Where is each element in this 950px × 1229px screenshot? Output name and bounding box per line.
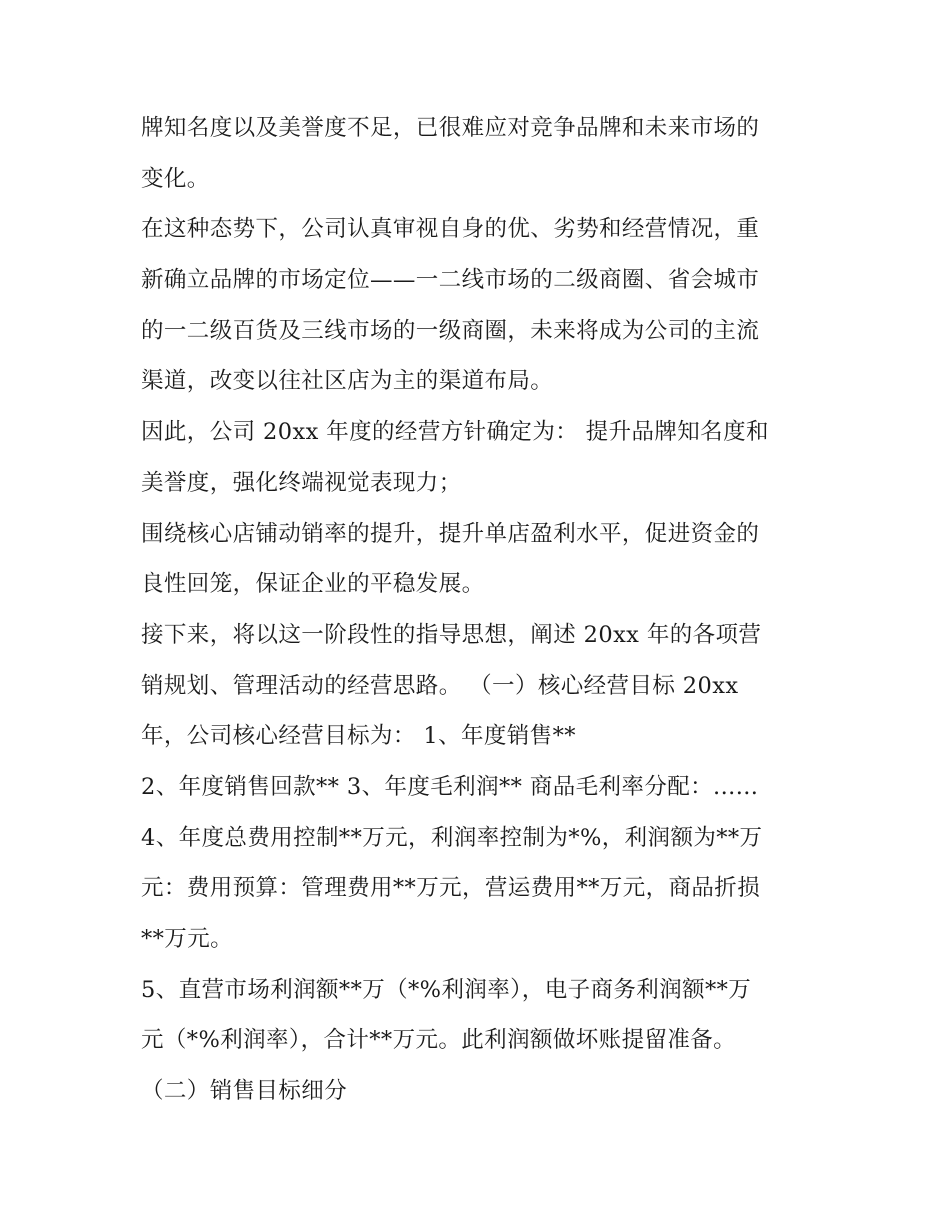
- text-line: 年，公司核心经营目标为： 1、年度销售**: [141, 723, 576, 750]
- text-line: 良性回笼，保证企业的平稳发展。: [141, 571, 485, 598]
- text-line: 元（*%利润率），合计**万元。此利润额做坏账提留准备。: [141, 1027, 737, 1054]
- text-line: 在这种态势下，公司认真审视自身的优、劣势和经营情况，重: [141, 216, 760, 243]
- text-line: 接下来，将以这一阶段性的指导思想，阐述 20xx 年的各项营: [141, 621, 762, 648]
- text-line: 因此，公司 20xx 年度的经营方针确定为： 提升品牌知名度和: [141, 419, 769, 446]
- text-line: 变化。: [141, 165, 210, 192]
- document-body: [141, 103, 831, 1117]
- text-line: 5、直营市场利润额**万（*%利润率），电子商务利润额**万: [141, 976, 752, 1003]
- text-line: 围绕核心店铺动销率的提升，提升单店盈利水平，促进资金的: [141, 520, 760, 547]
- text-line: 的一二级百货及三线市场的一级商圈，未来将成为公司的主流: [141, 317, 760, 344]
- text-line: 元：费用预算：管理费用**万元，营运费用**万元，商品折损: [141, 875, 761, 902]
- text-line: 4、年度总费用控制**万元，利润率控制为*%，利润额为**万: [141, 824, 763, 851]
- text-line: 渠道，改变以往社区店为主的渠道布局。: [141, 368, 554, 395]
- text-line: 新确立品牌的市场定位——一二线市场的二级商圈、省会城市: [141, 267, 760, 294]
- text-line: 美誉度，强化终端视觉表现力；: [141, 469, 462, 496]
- text-line: **万元。: [141, 926, 234, 952]
- text-line: 2、年度销售回款** 3、年度毛利润** 商品毛利率分配：......: [141, 773, 759, 800]
- text-line: 牌知名度以及美誉度不足，已很难应对竞争品牌和未来市场的: [141, 115, 760, 141]
- section-heading: （二）销售目标细分: [141, 1078, 348, 1105]
- text-line: 销规划、管理活动的经营思路。 （一）核心经营目标 20xx: [141, 672, 739, 699]
